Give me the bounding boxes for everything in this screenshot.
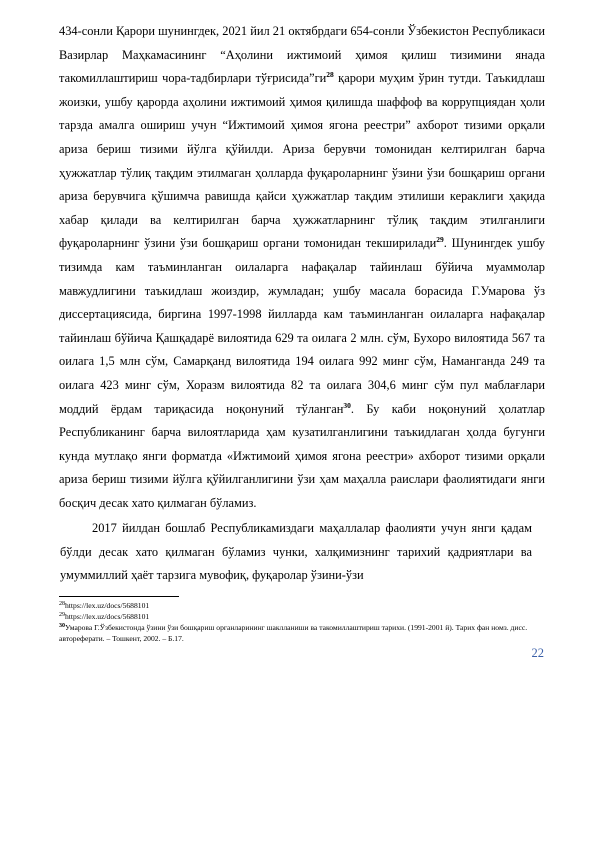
body-paragraph-1 <box>59 20 545 515</box>
footnote-link[interactable]: https://lex.uz/docs/5688101 <box>65 612 150 621</box>
paragraph-text: 434-сонли Қарори шунингдек, 2021 йил 21 октябрдаги 654-сонли Ўзбекистон Республикаси Вазирлар Маҳкамасининг “Аҳолини ижтимоий ҳимоя қилиш тизимини янада такомиллаштириш чора-тадбирлари тўғрисида”ги <box>59 24 545 86</box>
footnote-ref-30[interactable]: 30 <box>343 400 351 410</box>
footnote-text: Умарова Г.Ўзбекистонда ўзини ўзи бошқариш органларининг шаклланиши ва такомиллаштириш тарихи. (1991-2001 й). Тарих фан номз. дисс. автореферати. – Тошкент, 2002. – Б.17. <box>59 623 528 643</box>
footnote-mark: 28 <box>59 601 65 607</box>
footnote-28 <box>59 600 545 611</box>
paragraph-text: . Бу каби ноқонуний ҳолатлар Республиканинг барча вилоятларида ҳам кузатилганлигини таъкидлаган ҳолда бугунги кунда мутлақо янги форматда «Ижтимоий ҳимоя ягона реестри» ахборот тизими орқали ариза бериш тизими йўлга қўйилганлигини ўзи ҳам маҳалла раислари фаолиятидаги янги босқич десак хато қилмаган бўламиз. <box>59 401 546 510</box>
footnote-mark: 30 <box>59 623 65 629</box>
footnote-mark: 29 <box>59 612 65 618</box>
paragraph-text: қарори муҳим ўрин тутди. Таъкидлаш жоизки, ушбу қарорда аҳолини ижтимоий ҳимоя қилишда шаффоф ва коррупциядан ҳоли тарзда амалга ошириш учун “Ижтимоий ҳимоя ягона реестри” ахборот тизими орқали ариза бериш тизими йўлга қўйилди. Ариза берувчи томонидан келтирилган барча ҳужжатлар тўлиқ тақдим этилмаган ҳолларда фуқароларнинг ўзини ўзи бошқариш органи ариза берувчига қўшимча равишда қайси ҳужжатлар тақдим этилиши кераклиги ҳақида хабар қилади ва келтирилган барча ҳужжатларнинг тўлиқ тақдим этилганлиги фуқароларнинг ўзини ўзи бошқариш органи томонидан текширилади <box>59 71 545 251</box>
footnote-30 <box>59 622 545 644</box>
footnote-separator <box>59 596 179 597</box>
footnote-29 <box>59 611 545 622</box>
footnote-ref-28[interactable]: 28 <box>326 70 334 80</box>
body-paragraph-2: 2017 йилдан бошлаб Республикамиздаги маҳаллалар фаолияти учун янги қадам бўлди десак хато қилмаган бўламиз чунки, халқимизнинг тарихий қадриятлари ва умуммиллий ҳаёт тарзига мувофиқ, фуқаролар ўзини-ўзи <box>60 521 532 583</box>
page-number: 22 <box>531 646 544 660</box>
footnote-link[interactable]: https://lex.uz/docs/5688101 <box>65 601 150 610</box>
footnote-ref-29[interactable]: 29 <box>436 235 444 245</box>
paragraph-text: . Шунингдек ушбу тизимда кам таъминланган оилаларга нафақалар тайинлаш бўйича муаммолар мавжудлигини таъкидлаш жоиздир, жумладан; ушбу масала борасида Г.Умарова ўз диссертациясида, биргина 1997-1998 йилларда кам таъминланган оилаларга нафақалар тайинлаш бўйича Қашқадарё вилоятида 629 та оилага 2 млн. сўм, Бухоро вилоятида 567 та оилага 1,5 млн сўм, Самарқанд вилоятида 194 оилага 992 минг сўм, Наманганда 249 та оилага 423 минг сўм, Хоразм вилоятида 82 та оилага 304,6 минг сўм пул маблағлари моддий ёрдам тариқасида ноқонуний тўланган <box>59 236 545 416</box>
